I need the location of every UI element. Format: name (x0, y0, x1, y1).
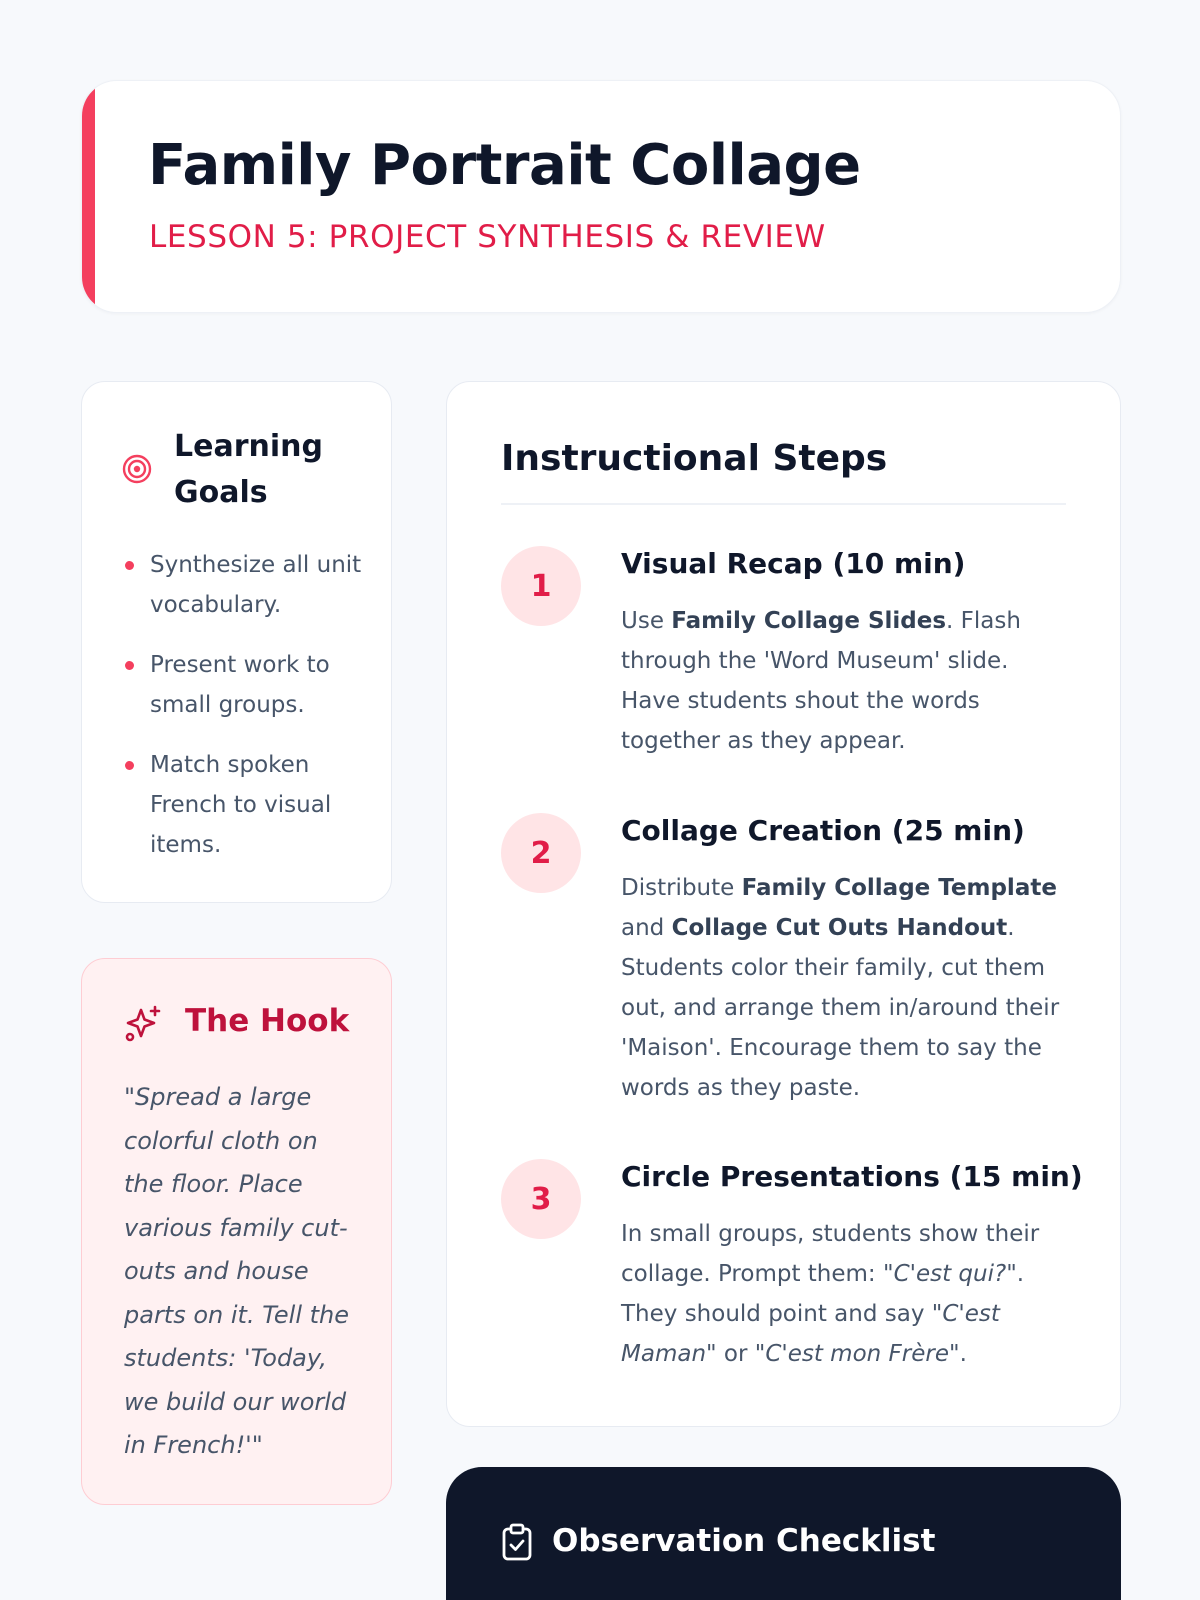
resource-name: Collage Cut Outs Handout (671, 915, 1008, 941)
hook-title: The Hook (185, 1003, 350, 1039)
steps-title: Instructional Steps (501, 438, 888, 479)
text-run: Distribute (621, 875, 742, 901)
step-description (621, 1214, 1071, 1374)
hook-card (81, 958, 392, 1505)
text-run: . They should point and say (621, 1261, 1025, 1327)
step-description (621, 601, 1071, 761)
step-number-badge: 2 (501, 813, 581, 893)
learning-goals-title: Learning Goals (174, 429, 323, 510)
text-run: Use (621, 608, 672, 634)
target-icon (122, 454, 152, 484)
checklist-title: Observation Checklist (552, 1523, 936, 1559)
hook-quote: "Spread a large colorful cloth on the floor. Place various family cut-outs and house parts on it. Tell the students: 'Today, we build our world in French!'" (124, 1083, 350, 1459)
text-run: In small groups, students show their collage. Prompt them: (621, 1221, 1040, 1287)
step-description (621, 868, 1071, 1108)
sparkles-icon (123, 1004, 163, 1044)
observation-checklist-card (446, 1467, 1121, 1600)
resource-name: Family Collage Slides (671, 608, 947, 634)
step-title: Collage Creation (25 min) (621, 814, 1025, 847)
clipboard-check-icon (500, 1523, 534, 1561)
list-item: Synthesize all unit vocabulary. (122, 545, 362, 625)
lesson-header (81, 80, 1121, 313)
learning-goals-card (81, 381, 392, 903)
step-number-badge: 3 (501, 1159, 581, 1239)
list-item: Present work to small groups. (122, 645, 362, 725)
text-run: or (716, 1341, 755, 1367)
french-phrase: "C'est mon Frère" (754, 1341, 960, 1367)
text-run: and (621, 915, 672, 941)
step-number-badge: 1 (501, 546, 581, 626)
lesson-subtitle: LESSON 5: PROJECT SYNTHESIS & REVIEW (149, 219, 826, 255)
learning-goals-list (122, 545, 362, 885)
french-phrase: "C'est Maman" (621, 1301, 1000, 1367)
text-run: . Students color their family, cut them out, and arrange them in/around their 'Maison'. Encourage them to say the words as they paste. (621, 915, 1060, 1101)
step-title: Visual Recap (10 min) (621, 547, 966, 580)
divider (501, 503, 1066, 505)
resource-name: Family Collage Template (741, 875, 1057, 901)
header-accent-bar (82, 81, 95, 312)
list-item: Match spoken French to visual items. (122, 745, 362, 865)
step-title: Circle Presentations (15 min) (621, 1160, 1083, 1193)
french-phrase: "C'est qui?" (883, 1261, 1017, 1287)
text-run: . (959, 1341, 967, 1367)
text-run: . Flash through the 'Word Museum' slide. Have students shout the words together as they appear. (621, 608, 1021, 754)
page-title: Family Portrait Collage (148, 133, 861, 198)
instructional-steps-card (446, 381, 1121, 1427)
